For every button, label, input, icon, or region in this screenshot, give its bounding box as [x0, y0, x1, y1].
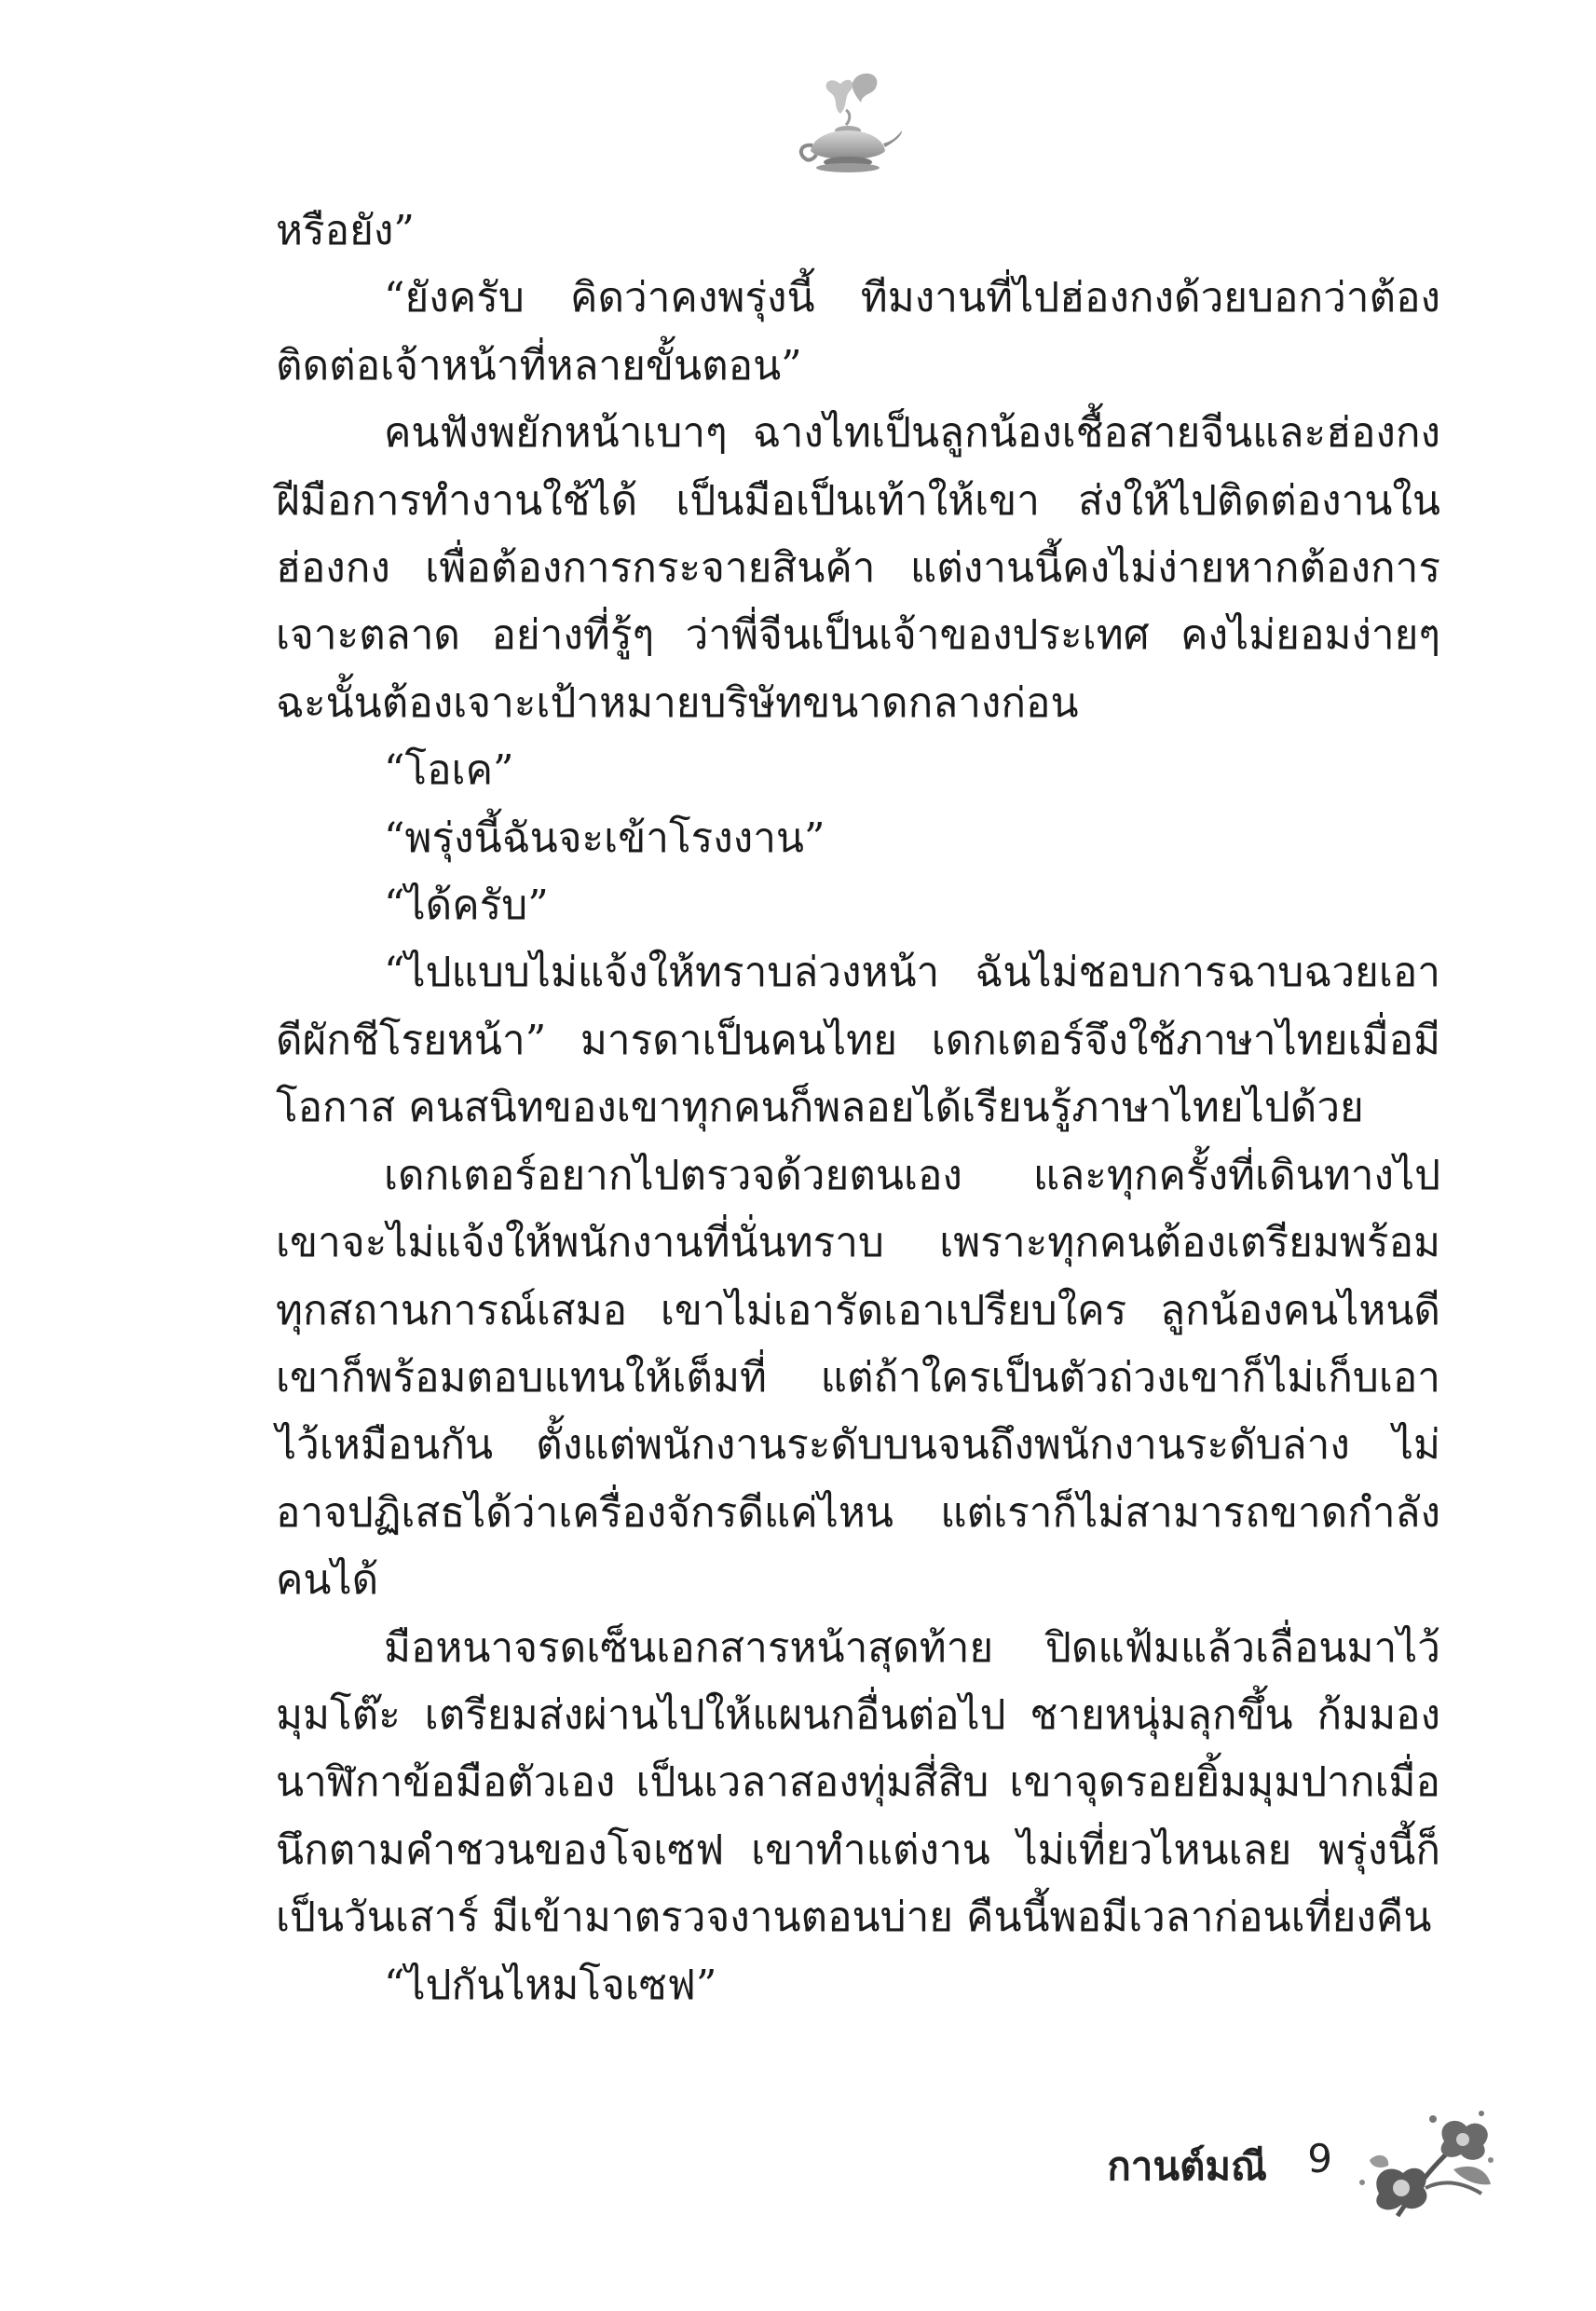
body-text — [276, 198, 1440, 2019]
paragraph: เดกเตอร์อยากไปตรวจด้วยตนเอง และทุกครั้งที่เดินทางไป เขาจะไม่แจ้งให้พนักงานที่นั่นทราบ เพราะทุกคนต้องเตรียมพร้อมทุกสถานการณ์เสมอ เขาไม่เอารัดเอาเปรียบใคร ลูกน้องคนไหนดีเขาก็พร้อมตอบแทนให้เต็มที่ แต่ถ้าใครเป็นตัวถ่วงเขาก็ไม่เก็บเอาไว้เหมือนกัน ตั้งแต่พนักงานระดับบนจนถึงพนักงานระดับล่าง ไม่อาจปฏิเสธได้ว่าเครื่องจักรดีแค่ไหน แต่เราก็ไม่สามารถขาดกำลังคนได้ — [276, 1151, 1440, 1605]
page-number: 9 — [1307, 2136, 1332, 2181]
flower-ornament-icon — [1342, 2104, 1500, 2225]
book-title: กานต์มณี — [1107, 2143, 1267, 2189]
paragraph: “ได้ครับ” — [384, 882, 549, 930]
paragraph: หรือยัง” — [276, 207, 415, 254]
page-footer — [1109, 2104, 1500, 2225]
paragraph: “โอเค” — [384, 746, 514, 795]
paragraph: “ไปแบบไม่แจ้งให้ทราบล่วงหน้า ฉันไม่ชอบการฉาบฉวยเอาดีผักชีโรยหน้า” มารดาเป็นคนไทย เดกเตอร์จึงใช้ภาษาไทยเมื่อมีโอกาส คนสนิทของเขาทุกคนก็พลอยได้เรียนรู้ภาษาไทยไปด้วย — [276, 949, 1440, 1132]
paragraph: คนฟังพยักหน้าเบาๆ ฉางไทเป็นลูกน้องเชื้อสายจีนและฮ่องกง ฝีมือการทำงานใช้ได้ เป็นมือเป็นเท้าให้เขา ส่งให้ไปติดต่องานในฮ่องกง เพื่อต้องการกระจายสินค้า แต่งานนี้คงไม่ง่ายหากต้องการเจาะตลาด อย่างที่รู้ๆ ว่าพี่จีนเป็นเจ้าของประเทศ คงไม่ยอมง่ายๆ ฉะนั้นต้องเจาะเป้าหมายบริษัทขนาดกลางก่อน — [276, 409, 1440, 727]
paragraph: มือหนาจรดเซ็นเอกสารหน้าสุดท้าย ปิดแฟ้มแล้วเลื่อนมาไว้มุมโต๊ะ เตรียมส่งผ่านไปให้แผนกอื่นต่อไป ชายหนุ่มลุกขึ้น ก้มมองนาฬิกาข้อมือตัวเอง เป็นเวลาสองทุ่มสี่สิบ เขาจุดรอยยิ้มมุมปากเมื่อนึกตามคำชวนของโจเซฟ เขาทำแต่งาน ไม่เที่ยวไหนเลย พรุ่งนี้ก็เป็นวันเสาร์ มีเข้ามาตรวจงานตอนบ่าย คืนนี้พอมีเวลาก่อนเที่ยงคืน — [276, 1623, 1440, 1942]
lamp-ornament-icon — [792, 65, 904, 196]
paragraph: “ไปกันไหมโจเซฟ” — [384, 1961, 717, 2009]
paragraph: “ยังครับ คิดว่าคงพรุ่งนี้ ทีมงานที่ไปฮ่องกงด้วยบอกว่าต้องติดต่อเจ้าหน้าที่หลายขั้นตอน” — [276, 274, 1440, 390]
paragraph: “พรุ่งนี้ฉันจะเข้าโรงงาน” — [384, 814, 825, 862]
